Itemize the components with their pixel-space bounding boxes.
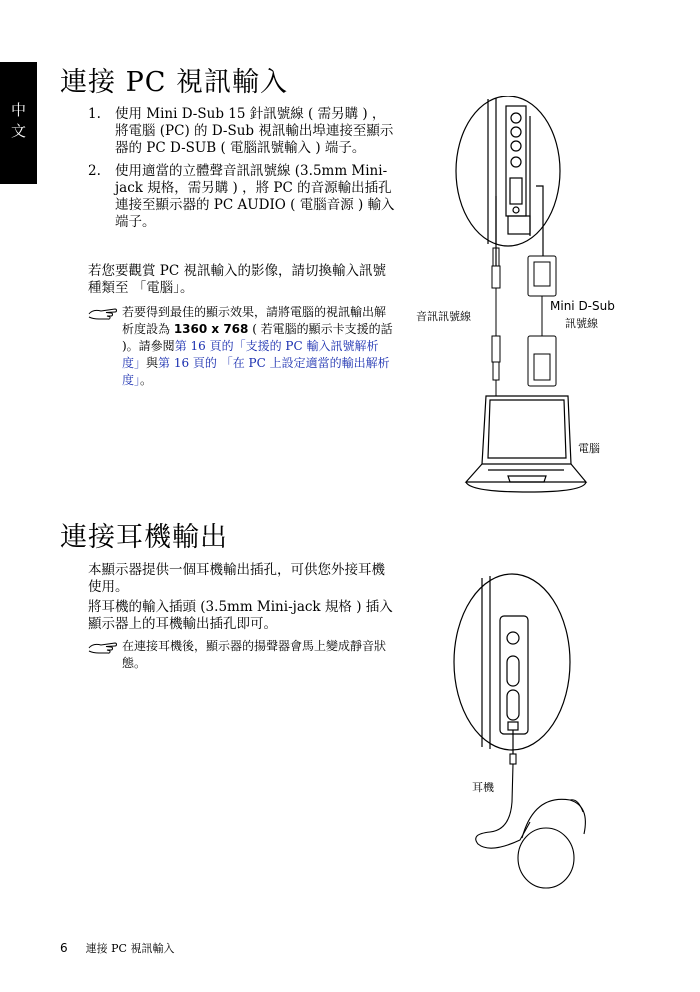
dsub-port	[510, 178, 522, 204]
footer-title: 連接 PC 視訊輸入	[85, 942, 175, 955]
headphone-note: 在連接耳機後，顯示器的揚聲器會馬上變成靜音狀態。	[88, 638, 394, 672]
headphone-icon	[476, 754, 586, 888]
section-title-pc: 連接 PC 視訊輸入	[60, 67, 288, 98]
link-set-resolution[interactable]: 第 16 頁的 「在 PC 上設定適當的輸出解析度」	[122, 356, 390, 387]
dsub-cable-label: Mini D-Sub	[550, 299, 615, 313]
resolution-note: 若要得到最佳的顯示效果，請將電腦的視訊輸出解析度設為 1360 x 768 ( 若電腦的顯示卡支援的話 )。請參閱第 16 頁的「支援的 PC 輸入訊號解析度」與第 16 頁的 「在 PC 上設定適當的輸出解析度」。	[88, 304, 394, 389]
link-supported-resolution[interactable]: 第 16 頁的「支援的 PC 輸入訊號解析度」	[122, 339, 379, 370]
laptop-icon	[466, 396, 586, 492]
dsub-connector-bottom	[528, 336, 556, 386]
page-number: 6	[60, 941, 68, 955]
headphone-label: 耳機	[472, 781, 494, 794]
language-tab: 中文	[0, 62, 37, 184]
page-footer	[60, 940, 174, 956]
step-2: 2. 使用適當的立體聲音訊訊號線 (3.5mm Mini-jack 規格，需另購 ) ，將 PC 的音源輸出插孔連接至顯示器的 PC AUDIO ( 電腦音源 ) 輸入端子。	[88, 163, 395, 230]
headphone-paragraph-2: 將耳機的輸入插頭 (3.5mm Mini-jack 規格 ) 插入顯示器上的耳機輸出插孔即可。	[88, 599, 393, 632]
section-title-headphone: 連接耳機輸出	[60, 522, 228, 553]
headphone-paragraph-1: 本顯示器提供一個耳機輸出插孔，可供您外接耳機使用。	[88, 562, 385, 595]
steps-list	[88, 106, 396, 237]
computer-label: 電腦	[578, 442, 600, 455]
pc-connection-diagram	[408, 96, 618, 496]
dsub-cable-label-zh: 訊號線	[565, 317, 598, 330]
headphone-jack	[507, 632, 519, 644]
step-1: 1. 使用 Mini D-Sub 15 針訊號線 ( 需另購 ) ，將電腦 (PC) 的 D-Sub 視訊輸出埠連接至顯示器的 PC D-SUB ( 電腦訊號輸入 ) 端子。	[88, 106, 394, 156]
audio-cable-label: 音訊訊號線	[416, 310, 471, 323]
side-panel-zoom	[454, 574, 570, 750]
note-hand-icon	[88, 639, 118, 655]
switch-input-paragraph: 若您要觀賞 PC 視訊輸入的影像，請切換輸入訊號種類至 「電腦」。	[88, 263, 386, 296]
headphone-connection-diagram	[450, 572, 600, 892]
note-hand-icon	[88, 305, 118, 321]
